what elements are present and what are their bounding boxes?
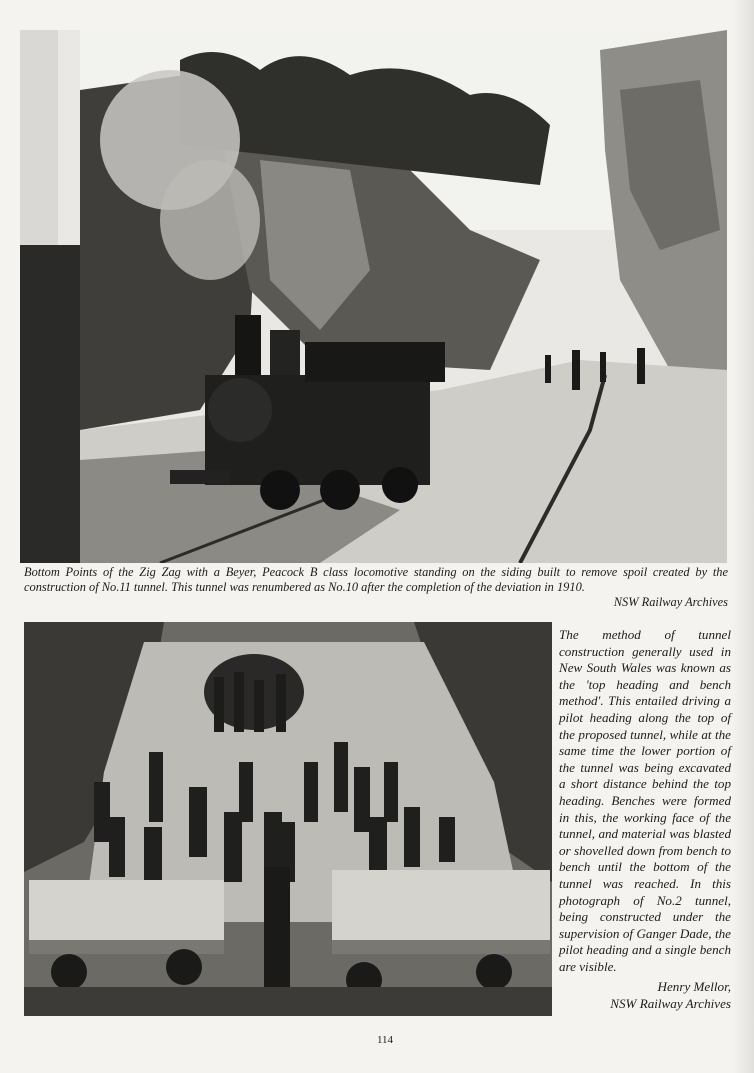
tunnel-photo-credit-source: NSW Railway Archives <box>610 995 731 1011</box>
tunnel-construction-photo <box>24 622 552 1016</box>
page-gutter-shadow <box>732 0 754 1073</box>
page-number: 114 <box>376 1034 394 1046</box>
top-photo-caption-text: Bottom Points of the Zig Zag with a Beyer, Peacock B class locomotive standing on the siding built to remove spoil created by the construction of No.11 tunnel. This tunnel was renumbered as No.10 after the completion of the deviation in 1910. <box>24 565 728 594</box>
foreground-worker <box>264 867 290 987</box>
tunnel-photo-credit-author: Henry Mellor, <box>657 979 731 994</box>
locomotive-photo <box>20 30 727 563</box>
tunnel-method-description: The method of tunnel construction generally used in New South Wales was known as the 'top heading and bench method'. This entailed driving a pilot heading along the top of the proposed tunnel, while at the same time the lower portion of the tunnel was being excavated a short distance behind the top heading. Benches were formed in this, the working face of the tunnel, and material was blasted or shovelled down from bench to bench until the bottom of the tunnel was reached. In this photograph of No.2 tunnel, being constructed under the supervision of Ganger Dade, the pilot heading and a single bench are visible. <box>559 627 731 974</box>
tunnel-construction-photo-image <box>24 622 552 1016</box>
tunnel-photo-credit <box>559 979 731 1012</box>
top-photo-caption <box>24 565 728 610</box>
locomotive-photo-image <box>20 30 727 563</box>
top-photo-credit: NSW Railway Archives <box>613 595 728 609</box>
